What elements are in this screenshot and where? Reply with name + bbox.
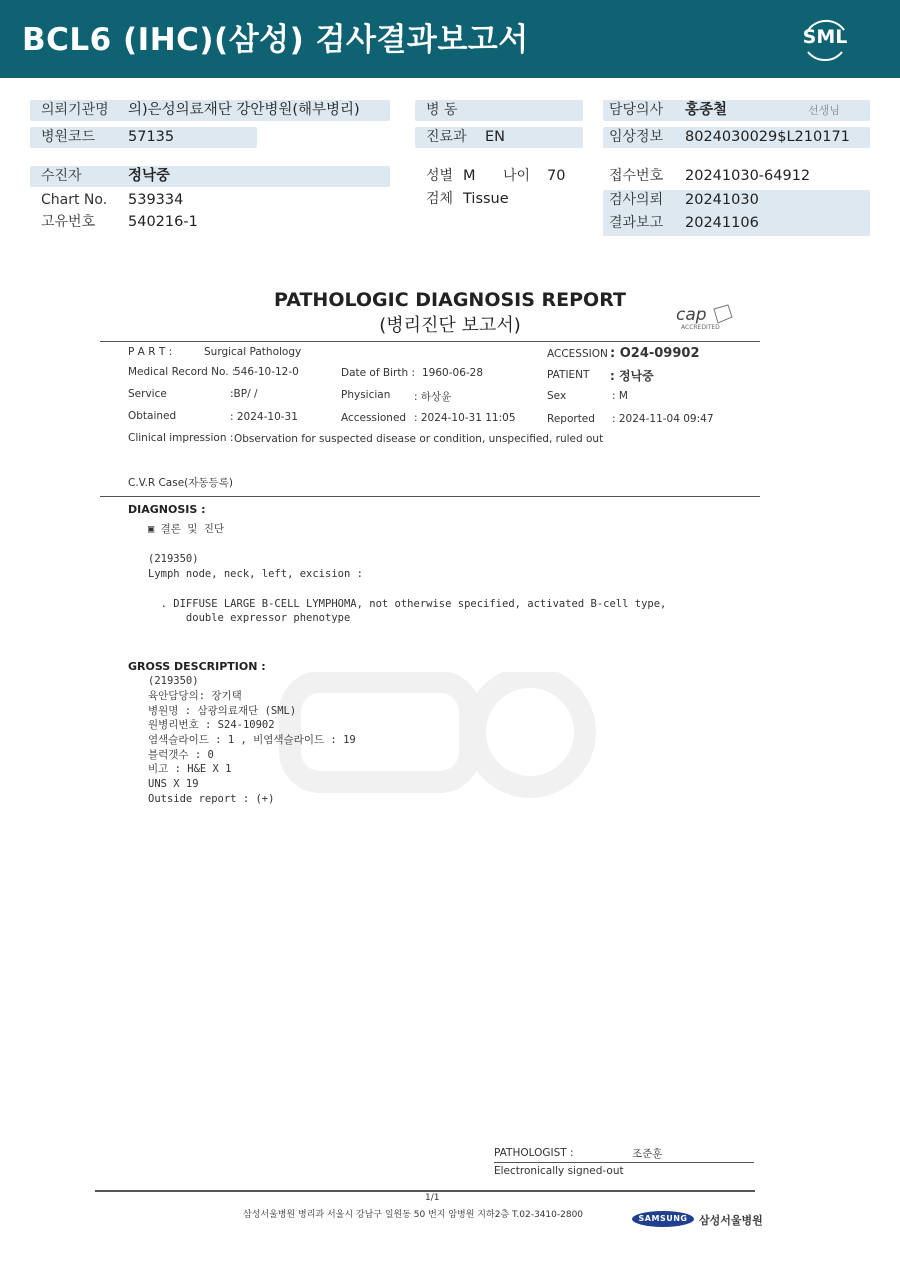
- diagnosis-line: double expressor phenotype: [148, 612, 351, 624]
- result-value: 20241106: [685, 215, 759, 231]
- obtained-value: : 2024-10-31: [230, 411, 298, 423]
- sml-logo: [798, 12, 852, 66]
- dept-label: 진료과: [426, 129, 467, 145]
- accession-value: : O24-09902: [610, 346, 700, 361]
- sex-value: M: [463, 168, 476, 184]
- clinical-label: 임상정보: [609, 129, 664, 145]
- physician-label: Physician: [341, 389, 391, 401]
- logo-text: SML: [802, 26, 848, 48]
- cap-accredited-logo: [676, 303, 736, 333]
- diagnosis-line: Lymph node, neck, left, excision :: [148, 568, 363, 580]
- pathologist-label: PATHOLOGIST :: [494, 1147, 574, 1159]
- clinical-value: 8024030029$L210171: [685, 129, 850, 145]
- ward-label: 병 동: [426, 102, 458, 118]
- chart-label: Chart No.: [41, 192, 108, 208]
- request-value: 20241030: [685, 192, 759, 208]
- age-value: 70: [547, 168, 566, 184]
- dept-value: EN: [485, 129, 506, 145]
- gross-line: 염색슬라이드 : 1 , 비염색슬라이드 : 19: [148, 734, 356, 746]
- obtained-label: Obtained: [128, 410, 177, 422]
- hospital-code-value: 57135: [128, 129, 175, 145]
- samsung-logo: [632, 1211, 694, 1227]
- specimen-label: 검체: [426, 191, 454, 207]
- receipt-value: 20241030-64912: [685, 168, 811, 184]
- patient-value: 정낙중: [128, 168, 171, 184]
- dob-value: 1960-06-28: [422, 367, 484, 379]
- sex-report-label: Sex: [547, 390, 567, 402]
- institution-value: 의)은성의료재단 강안병원(해부병리): [128, 102, 360, 118]
- unique-value: 540216-1: [128, 214, 198, 230]
- mrn-value: 546-10-12-0: [234, 366, 299, 378]
- part-value: Surgical Pathology: [204, 346, 302, 358]
- diagnosis-heading: DIAGNOSIS :: [128, 503, 206, 516]
- clinical-impression-label: Clinical impression :: [128, 432, 234, 444]
- report-top-rule: [100, 341, 760, 342]
- patient-name-value: : 정낙중: [610, 369, 654, 383]
- pathologist-rule: [494, 1162, 754, 1163]
- institution-label: 의뢰기관명: [41, 102, 109, 118]
- mrn-label: Medical Record No. :: [128, 366, 236, 378]
- dob-label: Date of Birth :: [341, 367, 415, 379]
- cvr-case: C.V.R Case(자동등록): [128, 477, 233, 489]
- hospital-name: 삼성서울병원: [699, 1214, 763, 1227]
- signed-out-note: Electronically signed-out: [494, 1165, 624, 1177]
- doctor-value: 홍종철: [685, 102, 728, 118]
- physician-value: : 하상윤: [414, 391, 452, 403]
- receipt-label: 접수번호: [609, 168, 664, 184]
- diagnosis-line: . DIFFUSE LARGE B-CELL LYMPHOMA, not otherwise specified, activated B-cell type,: [148, 598, 667, 610]
- diagnosis-line: ▣ 결론 및 진단: [148, 523, 225, 535]
- unique-label: 고유번호: [41, 214, 96, 230]
- reported-label: Reported: [547, 413, 595, 425]
- age-label: 나이: [503, 168, 531, 184]
- specimen-value: Tissue: [463, 191, 509, 207]
- clinical-impression-value: Observation for suspected disease or condition, unspecified, ruled out: [234, 433, 604, 445]
- pathology-report-title: PATHOLOGIC DIAGNOSIS REPORT: [274, 289, 626, 311]
- patient-name-label: PATIENT: [547, 369, 590, 381]
- pathology-report-subtitle: (병리진단 보고서): [379, 315, 521, 336]
- gross-line: 원병리번호 : S24-10902: [148, 719, 275, 731]
- patient-row-bg: [30, 166, 390, 187]
- samsung-logo-text: SAMSUNG: [638, 1214, 688, 1223]
- gross-description-heading: GROSS DESCRIPTION :: [128, 660, 266, 673]
- accessioned-value: : 2024-10-31 11:05: [414, 412, 516, 424]
- doctor-label: 담당의사: [609, 102, 664, 118]
- cap-accredited-text: ACCREDITED: [681, 324, 720, 331]
- doctor-suffix: 선생님: [808, 104, 840, 117]
- service-value: :BP/ /: [230, 388, 258, 400]
- cap-logo-text: cap: [676, 305, 707, 325]
- pathologist-name: 조준훈: [632, 1148, 663, 1160]
- header-bar: [0, 0, 900, 78]
- patient-label: 수진자: [41, 168, 82, 184]
- footer-address: 삼성서울병원 병리과 서울시 강남구 일원동 50 번지 암병원 지하2층 T.02-3410-2800: [243, 1210, 584, 1220]
- gross-line: UNS X 19: [148, 778, 199, 790]
- request-label: 검사의뢰: [609, 192, 664, 208]
- hospital-code-label: 병원코드: [41, 129, 96, 145]
- sex-report-value: : M: [612, 390, 628, 402]
- gross-line: 블럭갯수 : 0: [148, 749, 214, 761]
- result-label: 결과보고: [609, 215, 664, 231]
- page-number: 1/1: [425, 1193, 440, 1203]
- reported-value: : 2024-11-04 09:47: [612, 413, 714, 425]
- report-title: BCL6 (IHC)(삼성) 검사결과보고서: [22, 22, 529, 58]
- report-mid-rule: [100, 496, 760, 497]
- gross-line: 육안담당의: 장기택: [148, 690, 242, 702]
- gross-line: (219350): [148, 675, 199, 687]
- gross-line: 병원명 : 삼광의료재단 (SML): [148, 705, 297, 717]
- service-label: Service: [128, 388, 167, 400]
- accessioned-label: Accessioned: [341, 412, 407, 424]
- sex-label: 성별: [426, 168, 454, 184]
- gross-line: Outside report : (+): [148, 793, 275, 805]
- gross-line: 비고 : H&E X 1: [148, 763, 232, 775]
- footer-rule: [95, 1190, 755, 1192]
- part-label: P A R T :: [128, 346, 173, 358]
- chart-value: 539334: [128, 192, 184, 208]
- diagnosis-line: (219350): [148, 553, 199, 565]
- accession-label: ACCESSION: [547, 348, 608, 360]
